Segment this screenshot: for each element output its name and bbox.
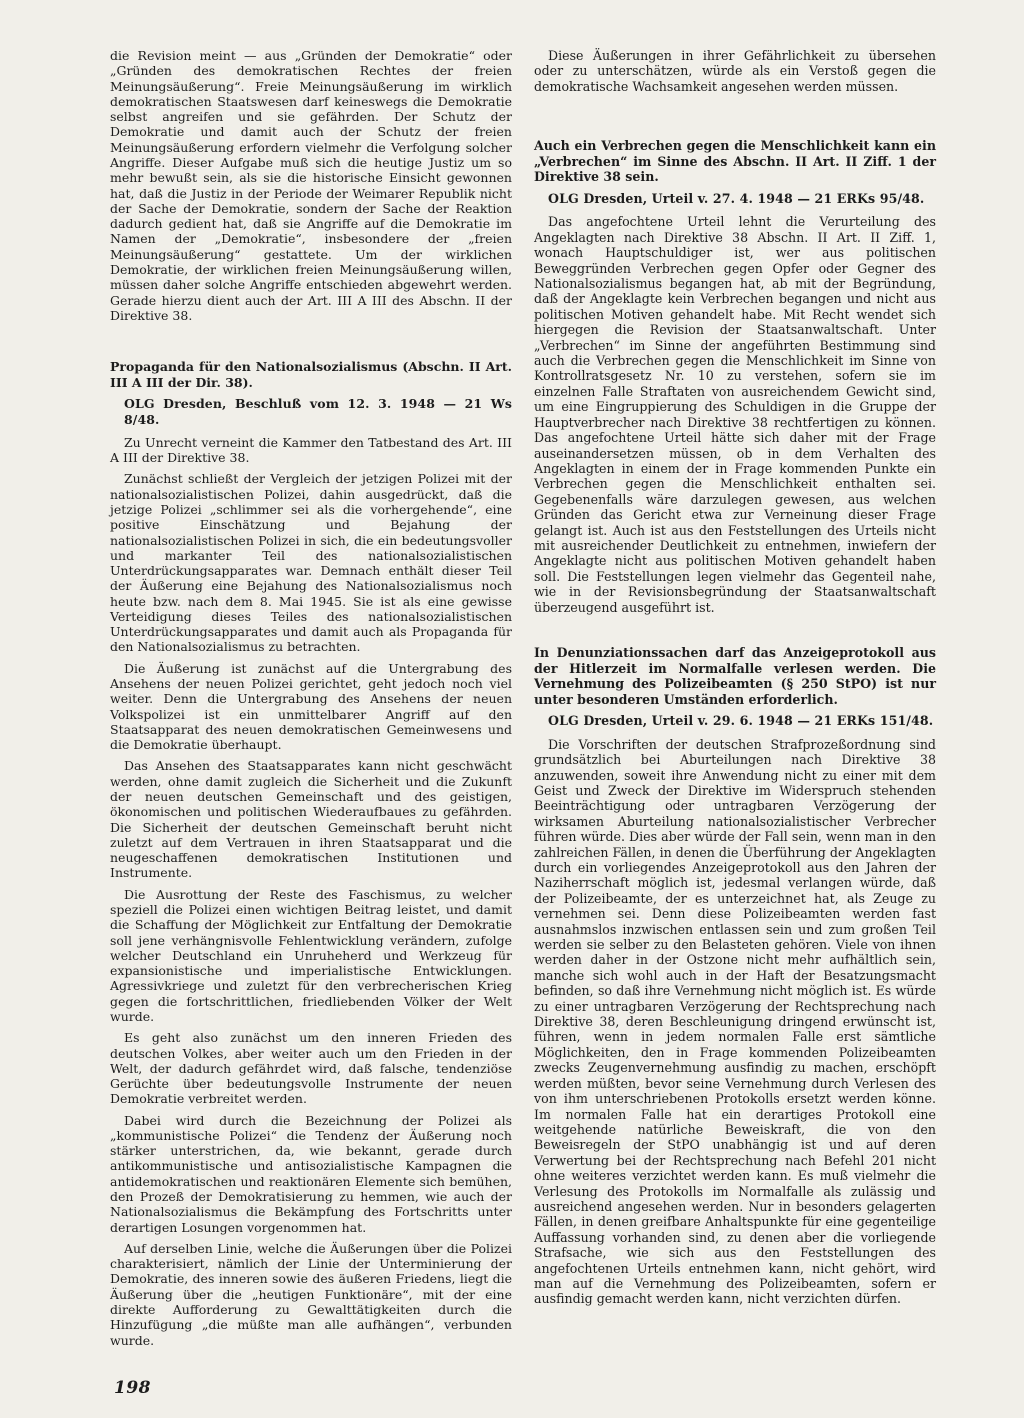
- section-heading: In Denunziationssachen darf das Anzeigeprotokoll aus der Hitlerzeit im Normalfalle verlesen werden. Die Vernehmung des Polizeibeamten (§ 250 StPO) ist nur unter besonderen Umständen erforderlich.: [534, 644, 936, 707]
- body-paragraph: Zunächst schließt der Vergleich der jetzigen Polizei mit der nationalsozialistischen Polizei, dahin ausgedrückt, daß die jetzige Polizei „schlimmer sei als die vorhergehende“, eine positive Einschätzung und Bejahung der nationalsozialistischen Polizei in sich, die ein bedeutungsvoller und markanter Teil des nationalsozialistischen Unterdrückungsapparates war. Demnach enthält dieser Teil der Äußerung eine Bejahung des Nationalsozialismus noch heute bzw. nach dem 8. Mai 1945. Sie ist als eine gewisse Verteidigung dieses Teiles des nationalsozialistischen Unterdrückungsapparates und damit auch als Propaganda für den Nationalsozialismus zu betrachten.: [110, 471, 512, 655]
- body-paragraph: die Revision meint — aus „Gründen der Demokratie“ oder „Gründen des demokratischen Rechtes der freien Meinungsäußerung“. Freie Meinungsäußerung im wirklich demokratischen Staatswesen darf keineswegs die Demokratie selbst angreifen und sie gefährden. Der Schutz der Demokratie und damit auch der Schutz der freien Meinungsäußerung erfordern vielmehr die Verfolgung solcher Angriffe. Dieser Aufgabe muß sich die heutige Justiz um so mehr bewußt sein, als sie die historische Einsicht gewonnen hat, daß die Justiz in der Periode der Weimarer Republik nicht der Sache der Demokratie, sondern der Sache der Reaktion dadurch gedient hat, daß sie Angriffe auf die Demokratie im Namen der „Demokratie“, insbesondere der „freien Meinungsäußerung“ gestattete. Um der wirklichen Demokratie, der wirklichen freien Meinungsäußerung willen, müssen daher solche Angriffe entschieden abgewehrt werden. Gerade hierzu dient auch der Art. III A III des Abschn. II der Direktive 38.: [110, 48, 512, 323]
- right-column: [534, 48, 936, 1313]
- body-paragraph: Die Vorschriften der deutschen Strafprozeßordnung sind grundsätzlich bei Aburteilungen nach Direktive 38 anzuwenden, soweit ihre Anwendung nicht zu einer mit dem Geist und Zweck der Direktive im Widerspruch stehenden Beeinträchtigung oder untragbaren Verzögerung der wirksamen Aburteilung nationalsozialistischer Verbrecher führen würde. Dies aber würde der Fall sein, wenn man in den zahlreichen Fällen, in denen die Überführung der Angeklagten durch ein vorliegendes Anzeigeprotokoll aus den Jahren der Naziherrschaft möglich ist, jedesmal verlangen würde, daß der Polizeibeamte, der es unterzeichnet hat, als Zeuge zu vernehmen sei. Denn diese Polizeibeamten werden fast ausnahmslos inzwischen entlassen sein und zum großen Teil werden sie selber zu den Belasteten gehören. Viele von ihnen werden daher in der Ostzone nicht mehr aufhältlich sein, manche sich wohl auch in der Haft der Besatzungsmacht befinden, so daß ihre Vernehmung nicht möglich ist. Es würde zu einer untragbaren Verzögerung der Rechtsprechung nach Direktive 38, deren Beschleunigung dringend erwünscht ist, führen, wenn in jedem normalen Falle erst sämtliche Möglichkeiten, den in Frage kommenden Polizeibeamten zwecks Zeugenvernehmung ausfindig zu machen, erschöpft werden müßten, bevor seine Vernehmung durch Verlesen des von ihm unterschriebenen Protokolls ersetzt werden könne. Im normalen Falle hat ein derartiges Protokoll eine weitgehende natürliche Beweiskraft, die von den Beweisregeln der StPO unabhängig ist und auf deren Verwertung bei der Rechtsprechung nach Befehl 201 nicht ohne weiteres verzichtet werden kann. Es muß vielmehr die Verlesung des Protokolls im Normalfalle als zulässig und ausreichend angesehen werden. Nur in besonders gelagerten Fällen, in denen greifbare Anhaltspunkte für eine gegenteilige Auffassung vorhanden sind, zu denen aber die vorliegende Strafsache, wie sich aus den Feststellungen des angefochtenen Urteils entnehmen kann, nicht gehört, wird man auf die Vernehmung des Polizeibeamten, sofern er ausfindig gemacht werden kann, nicht verzichten dürfen.: [534, 736, 936, 1307]
- body-paragraph: Die Äußerung ist zunächst auf die Untergrabung des Ansehens der neuen Polizei gerichtet, geht jedoch noch viel weiter. Denn die Untergrabung des Ansehens der neuen Volkspolizei ist ein unmittelbarer Angriff auf den Staatsapparat des neuen demokratischen Gemeinwesens und die Demokratie überhaupt.: [110, 660, 512, 753]
- body-paragraph: Diese Äußerungen in ihrer Gefährlichkeit zu übersehen oder zu unterschätzen, würde als ein Verstoß gegen die demokratische Wachsamkeit angesehen werden müssen.: [534, 48, 936, 94]
- left-column: [110, 48, 512, 1354]
- body-paragraph: Das angefochtene Urteil lehnt die Verurteilung des Angeklagten nach Direktive 38 Abschn. II Art. II Ziff. 1, wonach Hauptschuldiger ist, wer aus politischen Beweggründen Verbrechen gegen Opfer oder Gegner des Nationalsozialismus begangen hat, ab mit der Begründung, daß der Angeklagte kein Verbrechen begangen und nicht aus politischen Motiven gehandelt habe. Mit Recht wendet sich hiergegen die Revision der Staatsanwaltschaft. Unter „Verbrechen“ im Sinne der angeführten Bestimmung sind auch die Verbrechen gegen die Menschlichkeit im Sinne von Kontrollratsgesetz Nr. 10 zu verstehen, sofern sie im einzelnen Falle Straftaten von ausreichendem Gewicht sind, um eine Eingruppierung des Schuldigen in die Gruppe der Hauptverbrecher nach Direktive 38 rechtfertigen zu können. Das angefochtene Urteil hätte sich daher mit der Frage auseinandersetzen müssen, ob in dem Verhalten des Angeklagten in einem der in Frage kommenden Punkte ein Verbrechen gegen die Menschlichkeit enthalten sei. Gegebenenfalls wäre darzulegen gewesen, aus welchen Gründen das Gericht etwa zur Verneinung dieser Frage gelangt ist. Auch ist aus den Feststellungen des Urteils nicht mit ausreichender Deutlichkeit zu entnehmen, inwiefern der Angeklagte nicht aus politischen Motiven gehandelt haben soll. Die Feststellungen legen vielmehr das Gegenteil nahe, wie in der Revisionsbegründung der Staatsanwaltschaft überzeugend ausgeführt ist.: [534, 214, 936, 615]
- body-paragraph: Auf derselben Linie, welche die Äußerungen über die Polizei charakterisiert, nämlich der Linie der Unterminierung der Demokratie, des inneren sowie des äußeren Friedens, liegt die Äußerung über die „heutigen Funktionäre“, mit der eine direkte Aufforderung zu Gewalttätigkeiten durch die Hinzufügung „die müßte man alle aufhängen“, verbunden wurde.: [110, 1240, 512, 1348]
- body-paragraph: Es geht also zunächst um den inneren Frieden des deutschen Volkes, aber weiter auch um den Frieden in der Welt, der dadurch gefährdet wird, daß falsche, tendenziöse Gerüchte über bedeutungsvolle Instrumente der neuen Demokratie verbreitet werden.: [110, 1030, 512, 1107]
- body-paragraph: Die Ausrottung der Reste des Faschismus, zu welcher speziell die Polizei einen wichtigen Beitrag leistet, und damit die Schaffung der Möglichkeit zur Entfaltung der Demokratie soll jene verhängnisvolle Fehlentwicklung verändern, zufolge welcher Deutschland ein Unruheherd und Werkzeug für expansionistische und imperialistische Entwicklungen. Agressivkriege und zuletzt für den verbrecherischen Krieg gegen die fortschrittlichen, friedliebenden Völker der Welt wurde.: [110, 886, 512, 1024]
- body-paragraph: Dabei wird durch die Bezeichnung der Polizei als „kommunistische Polizei“ die Tendenz der Äußerung noch stärker unterstrichen, da, wie bekannt, gerade durch antikommunistische und antisozialistische Kampagnen die antidemokratischen und reaktionären Elemente sich bemühen, den Prozeß der Demokratisierung zu hemmen, wie auch der Nationalsozialismus die Bekämpfung des Fortschritts unter derartigen Losungen vorgenommen hat.: [110, 1112, 512, 1235]
- court-citation: OLG Dresden, Beschluß vom 12. 3. 1948 — 21 Ws 8/48.: [124, 396, 512, 427]
- body-paragraph: Das Ansehen des Staatsapparates kann nicht geschwächt werden, ohne damit zugleich die Sicherheit und die Zukunft der neuen deutschen Gemeinschaft und des geistigen, ökonomischen und politischen Wiederaufbaues zu gefährden. Die Sicherheit der deutschen Gemeinschaft beruht nicht zuletzt auf dem Vertrauen in ihren Staatsapparat und die neugeschaffenen demokratischen Institutionen und Instrumente.: [110, 758, 512, 881]
- section-heading: Propaganda für den Nationalsozialismus (Abschn. II Art. III A III der Dir. 38).: [110, 359, 512, 390]
- court-citation: OLG Dresden, Urteil v. 27. 4. 1948 — 21 ERKs 95/48.: [548, 191, 925, 206]
- section-heading: Auch ein Verbrechen gegen die Menschlichkeit kann ein „Verbrechen“ im Sinne des Abschn. II Art. II Ziff. 1 der Direktive 38 sein.: [534, 138, 936, 185]
- page-number: 198: [114, 1378, 151, 1398]
- body-paragraph: Zu Unrecht verneint die Kammer den Tatbestand des Art. III A III der Direktive 38.: [110, 434, 512, 466]
- court-citation: OLG Dresden, Urteil v. 29. 6. 1948 — 21 ERKs 151/48.: [548, 713, 934, 729]
